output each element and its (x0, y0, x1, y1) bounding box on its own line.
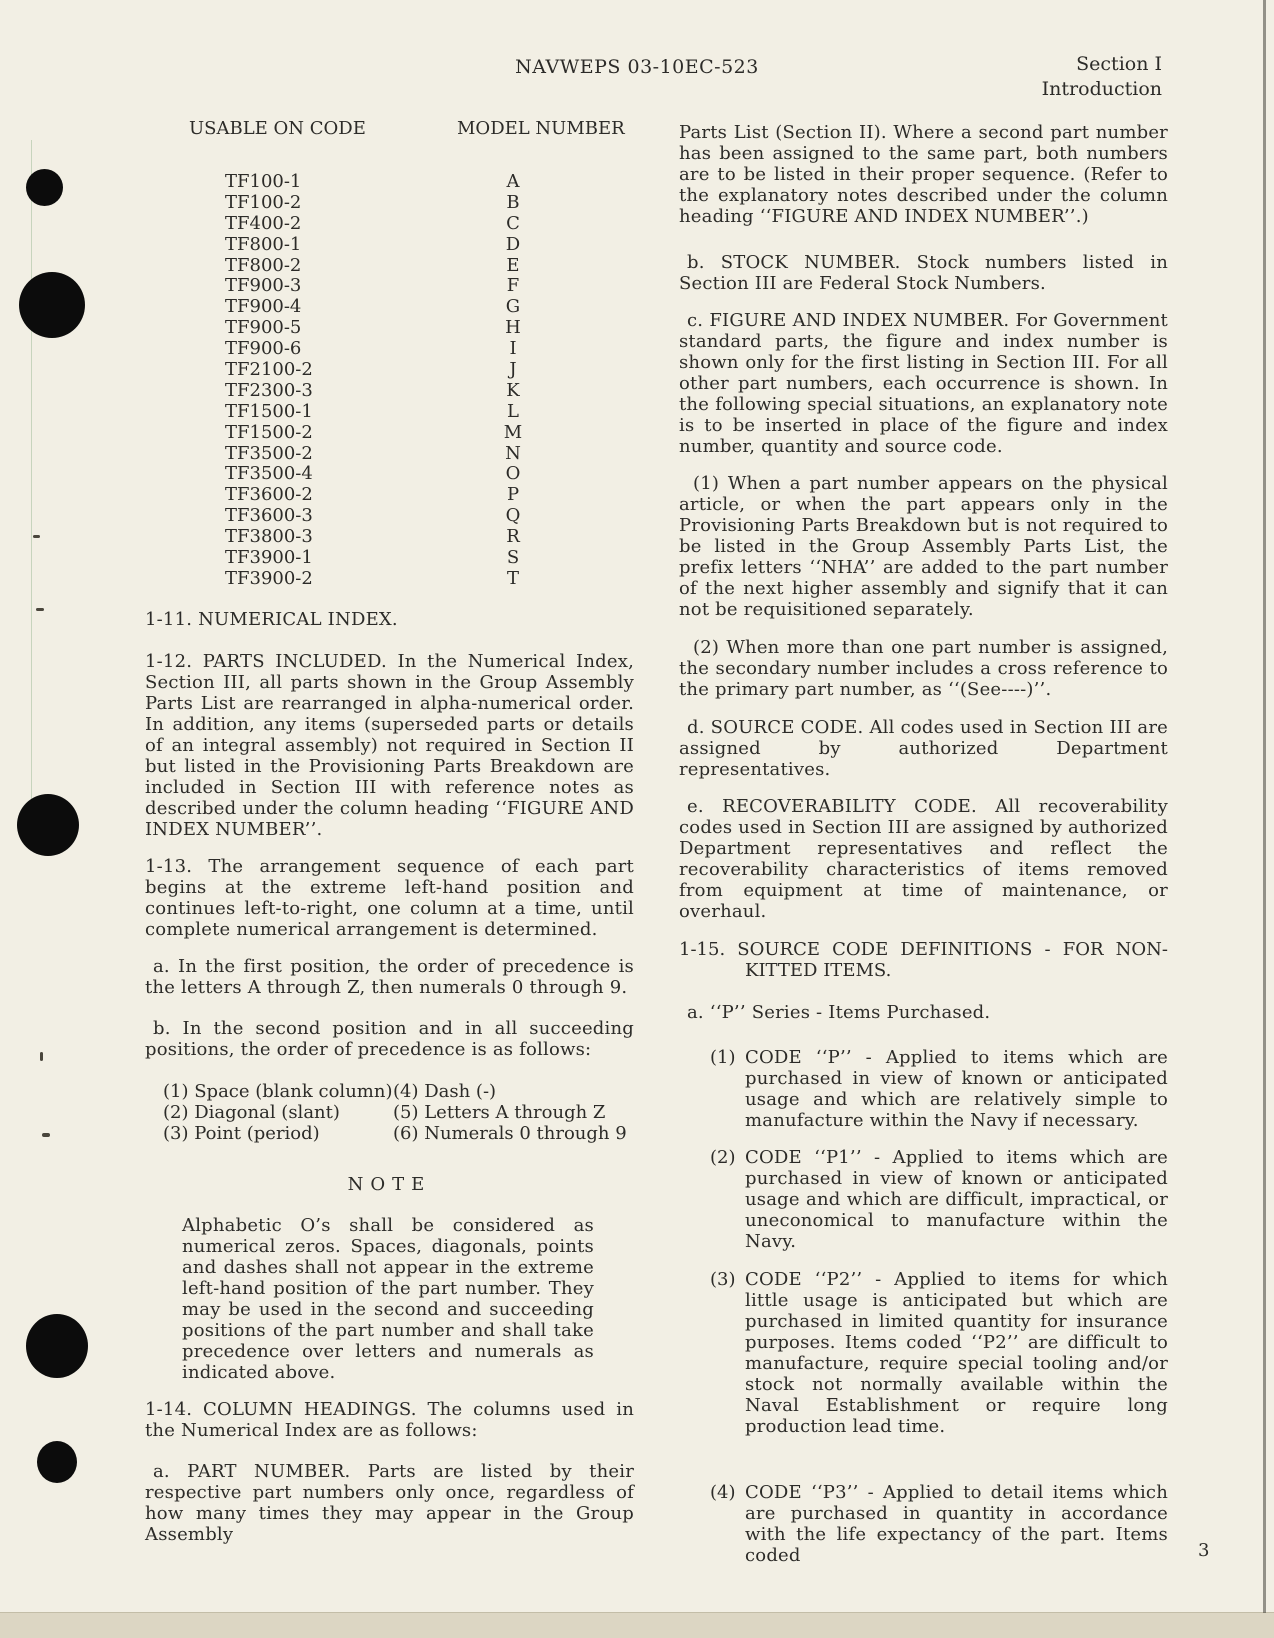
heading-1-15-line1: 1-15. SOURCE CODE DEFINITIONS - FOR NON- (679, 939, 1168, 960)
heading-1-15-line2: KITTED ITEMS. (745, 960, 892, 981)
table-row (145, 256, 634, 277)
precedence-list-row (163, 1123, 634, 1144)
model-number-cell: J (509, 359, 517, 381)
model-number-cell: H (505, 317, 521, 339)
model-number-cell: B (506, 191, 520, 213)
heading-1-11: 1-11. NUMERICAL INDEX. (145, 609, 398, 630)
code-definition-item (679, 1269, 1168, 1437)
column-header-model-number: MODEL NUMBER (457, 118, 625, 139)
table-row (145, 569, 634, 590)
table-row (145, 172, 634, 193)
usable-code-cell: TF3900-2 (225, 567, 313, 589)
precedence-list-row (163, 1081, 634, 1102)
code-definition-text: CODE ‘‘P’’ - Applied to items which are purchased in view of known or anticipated usage and which are relatively simple to manufacture within the Navy if necessary. (745, 1047, 1168, 1131)
paragraph-figure-index-number: c. FIGURE AND INDEX NUMBER. For Government standard parts, the figure and index number is shown only for the first listing in Section III. For all other part numbers, each occurrence is shown. In the following special situations, an explanatory note is to be inserted in place of the figure and index number, quantity and source code. (679, 310, 1168, 457)
model-number-cell: R (506, 526, 520, 548)
table-header-row (145, 118, 634, 139)
table-row (145, 402, 634, 423)
section-title: Section I (1076, 53, 1162, 75)
usable-code-cell: TF900-6 (225, 338, 302, 360)
binding-hole-mark (17, 794, 79, 856)
right-column (679, 122, 1168, 1566)
source-code-definitions (679, 1047, 1168, 1566)
precedence-item: (4) Dash (-) (393, 1081, 497, 1102)
model-number-cell: A (506, 171, 520, 192)
table-row (145, 339, 634, 360)
model-number-cell: E (506, 254, 520, 276)
code-definition-marker: (1) (710, 1047, 736, 1068)
table-row (145, 214, 634, 235)
paragraph-stock-number: b. STOCK NUMBER. Stock numbers listed in Section III are Federal Stock Numbers. (679, 252, 1168, 294)
model-number-cell: G (505, 296, 521, 318)
usable-code-cell: TF2100-2 (225, 359, 313, 381)
table-row (145, 464, 634, 485)
note-label: NOTE (347, 1174, 432, 1195)
table-row (145, 485, 634, 506)
column-header-usable-on-code: USABLE ON CODE (189, 118, 366, 139)
usable-code-cell: TF1500-1 (225, 400, 313, 422)
precedence-list-row (163, 1102, 634, 1123)
code-definition-marker: (2) (710, 1147, 736, 1168)
model-number-cell: D (505, 233, 521, 255)
paragraph-1-14: 1-14. COLUMN HEADINGS. The columns used in the Numerical Index are as follows: (145, 1399, 634, 1441)
table-row (145, 548, 634, 569)
code-definition-item (679, 1147, 1168, 1252)
usable-code-cell: TF3800-3 (225, 526, 313, 548)
model-number-cell: F (506, 275, 520, 297)
table-row (145, 235, 634, 256)
table-row (145, 423, 634, 444)
paragraph-part-number: a. PART NUMBER. Parts are listed by their respective part numbers only once, regardless of how many times they may appear in the Group Assembly (145, 1461, 634, 1545)
usable-code-cell: TF900-3 (225, 275, 302, 297)
scan-speck (40, 1052, 43, 1061)
usable-code-cell: TF3900-1 (225, 547, 313, 569)
table-body (145, 172, 634, 590)
model-number-cell: M (503, 421, 523, 443)
code-definition-item (679, 1047, 1168, 1131)
paragraph-1-12: 1-12. PARTS INCLUDED. In the Numerical Index, Section III, all parts shown in the Group Assembly Parts List are rearranged in alpha-numerical order. In addition, any items (superseded parts or details of an integral assembly) not required in Section II but listed in the Provisioning Parts Breakdown are included in Section III with reference notes as described under the column heading ‘‘FIGURE AND INDEX NUMBER’’. (145, 651, 634, 840)
model-number-cell: O (505, 463, 521, 485)
model-number-cell: C (506, 212, 520, 234)
usable-code-cell: TF400-2 (225, 212, 302, 234)
model-number-cell: Q (505, 505, 521, 527)
table-row (145, 276, 634, 297)
paragraph-source-code: d. SOURCE CODE. All codes used in Section III are assigned by authorized Department representatives. (679, 717, 1168, 780)
precedence-list (145, 1081, 634, 1144)
binding-hole-mark (19, 272, 85, 338)
model-number-cell: L (507, 400, 519, 422)
heading-1-15 (679, 939, 1168, 981)
model-number-cell: N (505, 442, 521, 464)
precedence-item: (6) Numerals 0 through 9 (393, 1123, 627, 1144)
page-number: 3 (1198, 1540, 1210, 1561)
precedence-item: (1) Space (blank column) (163, 1081, 393, 1102)
usable-on-code-table (145, 118, 634, 590)
paragraph-1-13-b: b. In the second position and in all succeeding positions, the order of precedence is as follows: (145, 1018, 634, 1060)
usable-code-cell: TF3600-2 (225, 484, 313, 506)
paragraph-recoverability-code: e. RECOVERABILITY CODE. All recoverability codes used in Section III are assigned by authorized Department representatives and reflect the recoverability characteristics of items removed from equipment at time of maintenance, or overhaul. (679, 796, 1168, 922)
usable-code-cell: TF3600-3 (225, 505, 313, 527)
paragraph-parts-list-continuation: Parts List (Section II). Where a second part number has been assigned to the same part, both numbers are to be listed in their proper sequence. (Refer to the explanatory notes described under the column heading ‘‘FIGURE AND INDEX NUMBER’’.) (679, 122, 1168, 227)
table-row (145, 193, 634, 214)
page-edge-shadow (1263, 0, 1266, 1613)
left-column (145, 609, 634, 1545)
binding-hole-mark (26, 169, 63, 206)
code-definition-marker: (3) (710, 1269, 736, 1290)
paragraph-note-1: (1) When a part number appears on the physical article, or when the part appears only in the Provisioning Parts Breakdown but is not required to be listed in the Group Assembly Parts List, the prefix letters ‘‘NHA’’ are added to the part number of the next higher assembly and signify that it can not be requisitioned separately. (679, 473, 1168, 620)
model-number-cell: S (506, 547, 520, 569)
code-definition-text: CODE ‘‘P1’’ - Applied to items which are purchased in view of known or anticipated usage and which are difficult, impractical, or uneconomical to manufacture within the Navy. (745, 1147, 1168, 1252)
table-row (145, 444, 634, 465)
page-bottom-edge (0, 1612, 1274, 1638)
table-row (145, 318, 634, 339)
paragraph-1-13: 1-13. The arrangement sequence of each part begins at the extreme left-hand position and continues left-to-right, one column at a time, until complete numerical arrangement is determined. (145, 856, 634, 940)
code-definition-item (679, 1482, 1168, 1566)
scan-speck (33, 535, 40, 538)
usable-code-cell: TF800-1 (225, 233, 302, 255)
scan-speck (42, 1133, 50, 1137)
scan-artifact-line (31, 140, 32, 840)
model-number-cell: I (509, 338, 517, 360)
paragraph-1-13-a: a. In the first position, the order of precedence is the letters A through Z, then numerals 0 through 9. (145, 956, 634, 998)
code-definition-text: CODE ‘‘P2’’ - Applied to items for which little usage is anticipated but which are purchased in limited quantity for insurance purposes. Items coded ‘‘P2’’ are difficult to manufacture, require special tooling and/or stock not normally available within the Naval Establishment or require long production lead time. (745, 1269, 1168, 1437)
precedence-item: (2) Diagonal (slant) (163, 1102, 340, 1123)
scan-speck (36, 608, 44, 611)
table-row (145, 297, 634, 318)
usable-code-cell: TF800-2 (225, 254, 302, 276)
model-number-cell: K (506, 379, 520, 401)
usable-code-cell: TF2300-3 (225, 379, 313, 401)
paragraph-p-series: a. ‘‘P’’ Series - Items Purchased. (687, 1002, 991, 1023)
usable-code-cell: TF100-2 (225, 191, 302, 213)
paragraph-note-2: (2) When more than one part number is assigned, the secondary number includes a cross reference to the primary part number, as ‘‘(See----)’’. (679, 637, 1168, 700)
binding-hole-mark (37, 1441, 77, 1483)
usable-code-cell: TF1500-2 (225, 421, 313, 443)
usable-code-cell: TF3500-4 (225, 463, 313, 485)
usable-code-cell: TF900-5 (225, 317, 302, 339)
table-row (145, 381, 634, 402)
table-row (145, 527, 634, 548)
table-row (145, 360, 634, 381)
note-text: Alphabetic O’s shall be considered as numerical zeros. Spaces, diagonals, points and dashes shall not appear in the extreme left-hand position of the part number. They may be used in the second and succeeding positions of the part number and shall take precedence over letters and numerals as indicated above. (182, 1215, 594, 1383)
table-row (145, 506, 634, 527)
usable-code-cell: TF900-4 (225, 296, 302, 318)
code-definition-text: CODE ‘‘P3’’ - Applied to detail items which are purchased in quantity in accordance with the life expectancy of the part. Items coded (745, 1482, 1168, 1566)
model-number-cell: T (506, 567, 519, 589)
binding-hole-mark (26, 1314, 88, 1378)
precedence-item: (5) Letters A through Z (393, 1102, 606, 1123)
section-header (1042, 52, 1162, 102)
usable-code-cell: TF100-1 (225, 171, 302, 192)
model-number-cell: P (506, 484, 520, 506)
precedence-item: (3) Point (period) (163, 1123, 320, 1144)
code-definition-marker: (4) (710, 1482, 736, 1503)
document-number: NAVWEPS 03-10EC-523 (515, 56, 759, 78)
usable-code-cell: TF3500-2 (225, 442, 313, 464)
section-subtitle: Introduction (1041, 78, 1162, 100)
